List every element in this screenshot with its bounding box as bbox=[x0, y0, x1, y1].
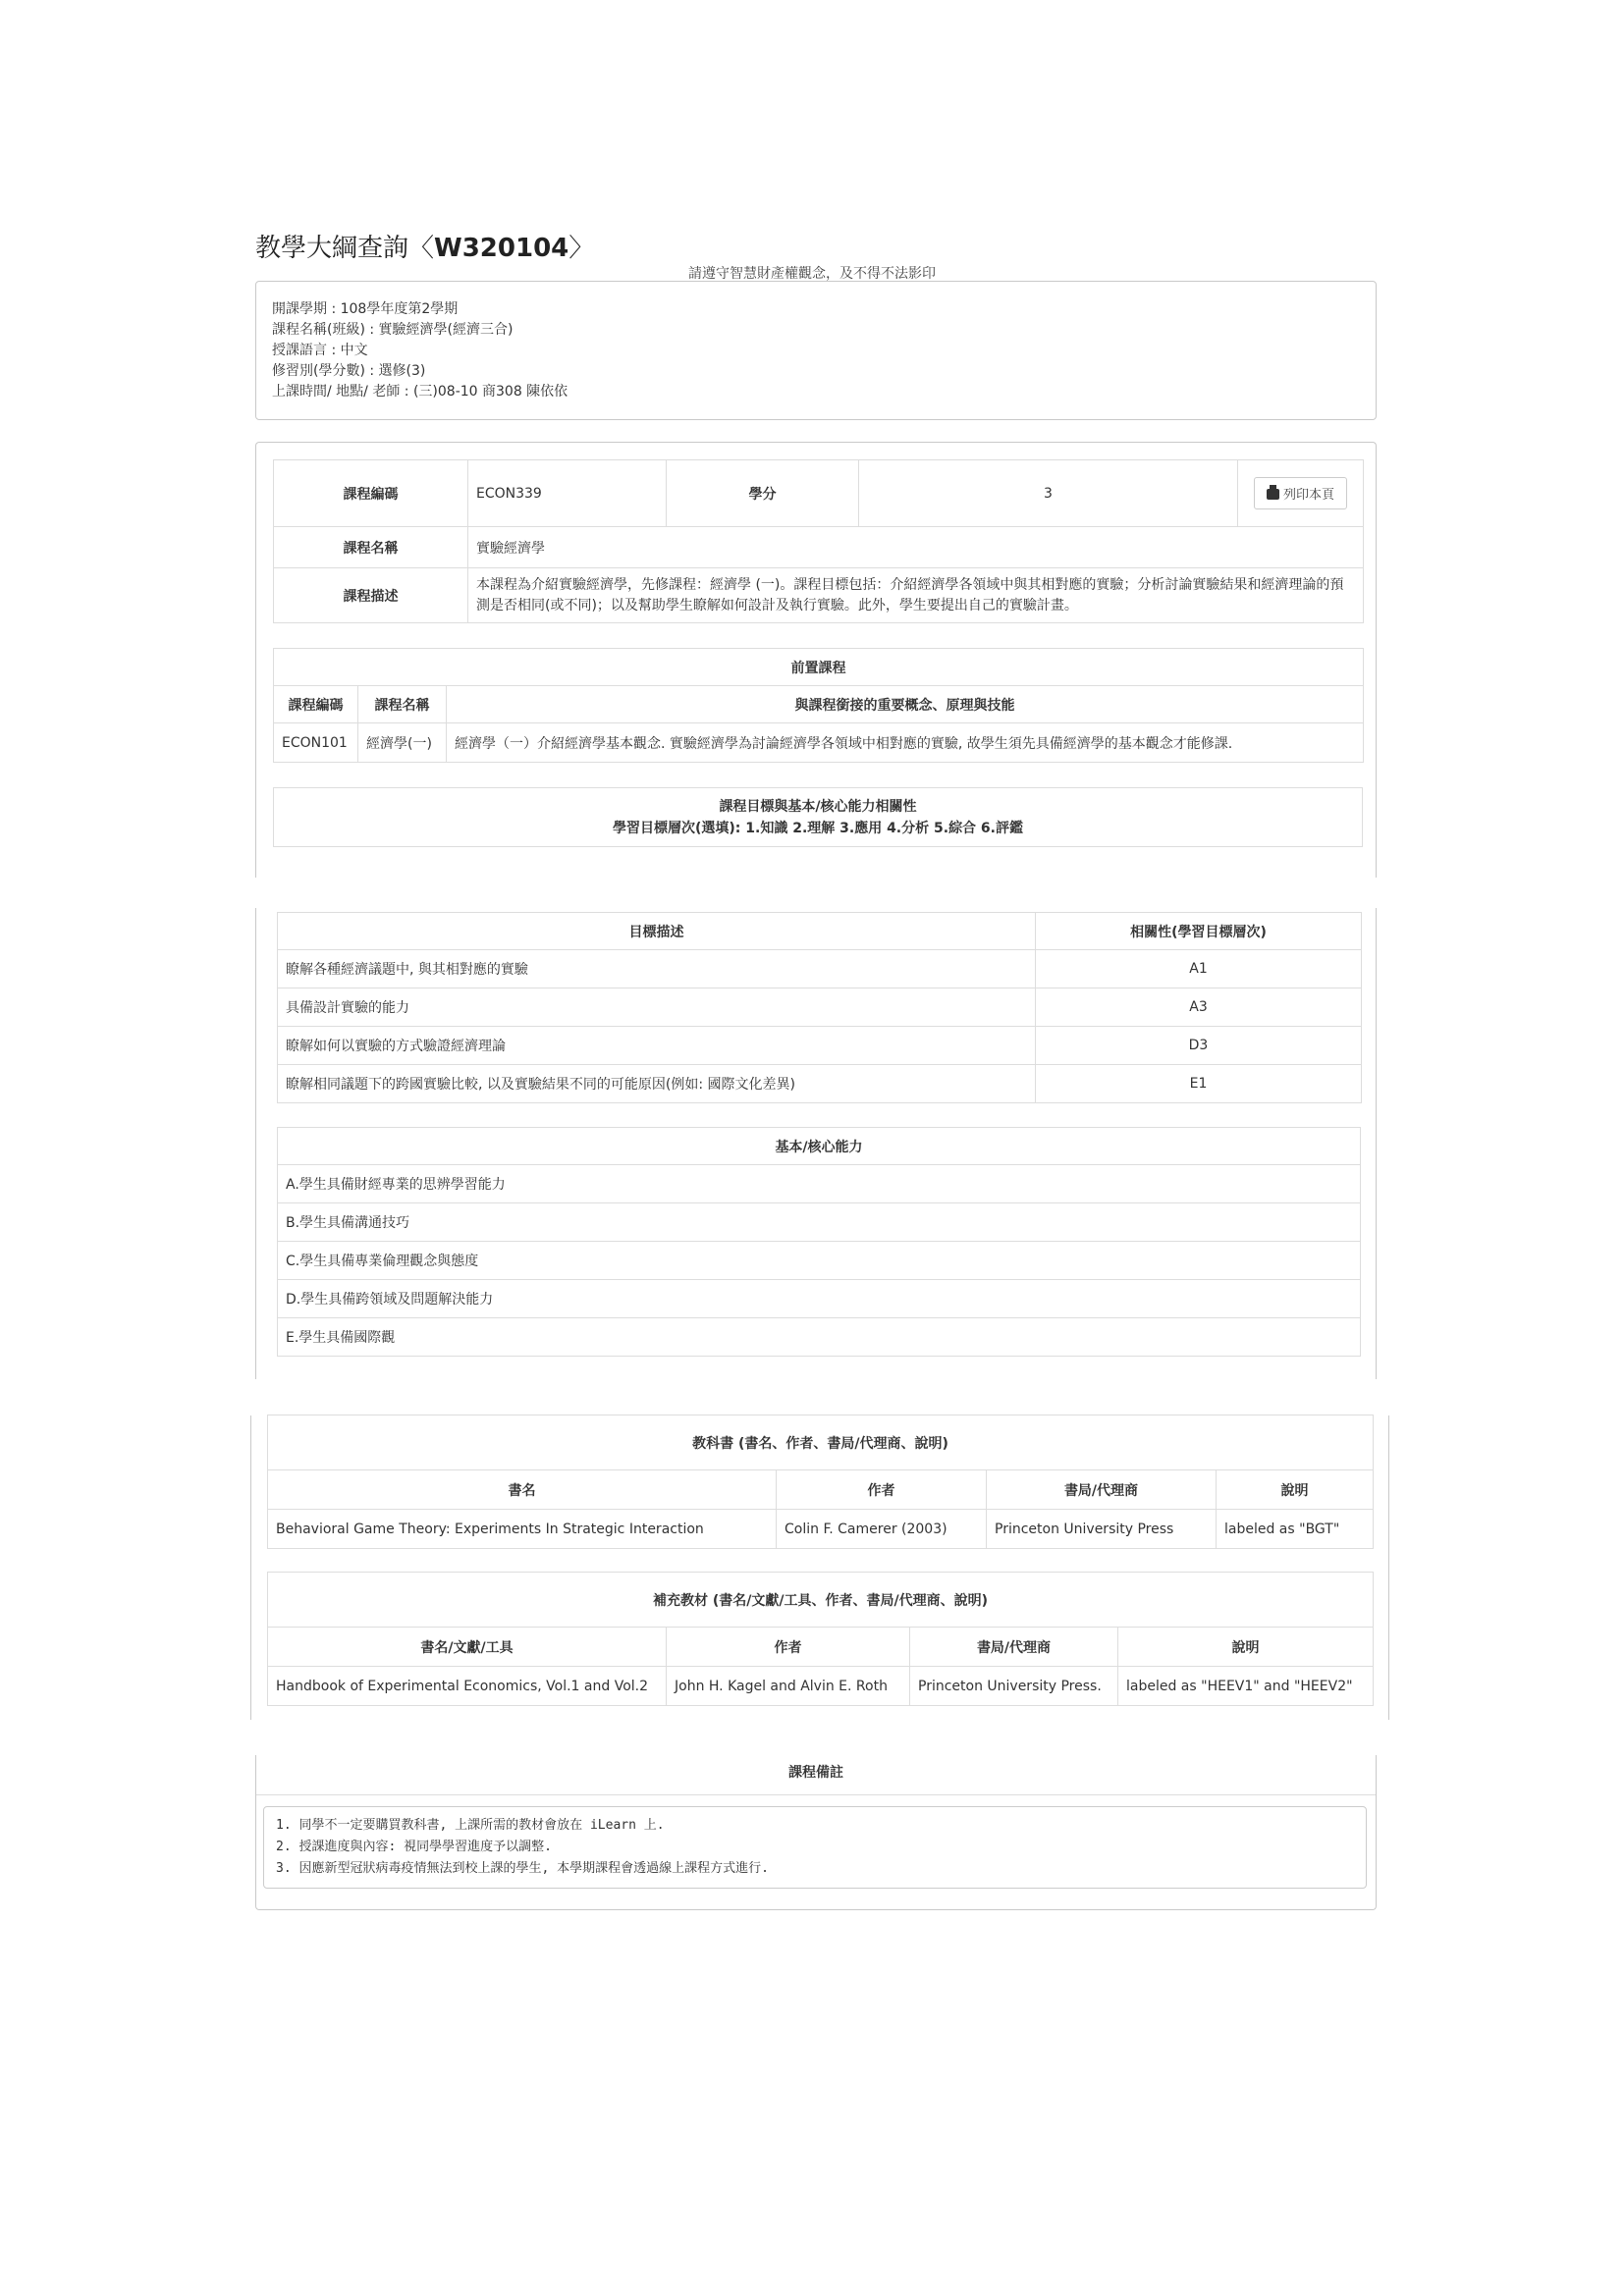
objectives-header bbox=[274, 788, 1363, 847]
page-title: 教學大綱查詢〈W320104〉 bbox=[255, 234, 595, 263]
textbook-name: Behavioral Game Theory: Experiments In Strategic Interaction bbox=[268, 1510, 777, 1549]
textbook-header-author: 作者 bbox=[777, 1470, 987, 1510]
table-row bbox=[274, 723, 1364, 763]
textbook-header-note: 說明 bbox=[1217, 1470, 1374, 1510]
supplementary-table bbox=[267, 1572, 1374, 1706]
remark-line: 1. 同學不一定要購買教科書, 上課所需的教材會放在 iLearn 上. bbox=[276, 1818, 665, 1833]
remarks-box bbox=[263, 1806, 1367, 1889]
prereq-code: ECON101 bbox=[274, 723, 358, 763]
objectives-table bbox=[277, 912, 1362, 1103]
list-item bbox=[278, 1242, 1361, 1280]
print-cell bbox=[1238, 460, 1364, 527]
course-desc-value: 本課程為介紹實驗經濟學，先修課程：經濟學 (一)。課程目標包括：介紹經濟學各領域中與其相對應的實驗；分析討論實驗結果和經濟理論的預測是否相同(或不同)；以及幫助學生瞭解如何設計及執行實驗。此外，學生要提出自己的實驗計畫。 bbox=[468, 568, 1364, 623]
course-code: W320104 bbox=[434, 234, 569, 263]
list-item bbox=[278, 1203, 1361, 1242]
prereq-name: 經濟學(一) bbox=[358, 723, 447, 763]
objective-desc: 具備設計實驗的能力 bbox=[278, 988, 1036, 1027]
objective-desc: 瞭解相同議題下的跨國實驗比較, 以及實驗結果不同的可能原因(例如: 國際文化差異) bbox=[278, 1065, 1036, 1103]
supplementary-publisher: Princeton University Press. bbox=[910, 1667, 1118, 1706]
list-item bbox=[278, 1165, 1361, 1203]
table-row bbox=[278, 988, 1362, 1027]
competency-item: D.學生具備跨領域及問題解決能力 bbox=[278, 1280, 1361, 1318]
table-row bbox=[278, 950, 1362, 988]
competencies-title: 基本/核心能力 bbox=[278, 1128, 1361, 1165]
competency-item: B.學生具備溝通技巧 bbox=[278, 1203, 1361, 1242]
objective-desc: 瞭解各種經濟議題中, 與其相對應的實驗 bbox=[278, 950, 1036, 988]
objectives-header-line2: 學習目標層次(選填): 1.知識 2.理解 3.應用 4.分析 5.綜合 6.評鑑 bbox=[613, 820, 1023, 836]
copyright-notice: 請遵守智慧財產權觀念，及不得不法影印 bbox=[688, 266, 936, 282]
supplementary-header-author: 作者 bbox=[667, 1628, 910, 1667]
remark-line: 2. 授課進度與內容: 視同學學習進度予以調整. bbox=[276, 1840, 552, 1854]
supplementary-title: 補充教材 (書名/文獻/工具、作者、書局/代理商、說明) bbox=[268, 1573, 1374, 1628]
prereq-header-concepts: 與課程銜接的重要概念、原理與技能 bbox=[447, 686, 1364, 723]
supplementary-author: John H. Kagel and Alvin E. Roth bbox=[667, 1667, 910, 1706]
list-item bbox=[278, 1318, 1361, 1357]
course-desc-label: 課程描述 bbox=[274, 568, 468, 623]
course-code-value: ECON339 bbox=[468, 460, 667, 527]
info-semester: 開課學期 : 108學年度第2學期 bbox=[272, 301, 459, 317]
textbook-header-title: 書名 bbox=[268, 1470, 777, 1510]
objective-desc: 瞭解如何以實驗的方式驗證經濟理論 bbox=[278, 1027, 1036, 1065]
print-label: 列印本頁 bbox=[1282, 488, 1334, 503]
objective-level: D3 bbox=[1036, 1027, 1362, 1065]
course-table bbox=[273, 459, 1364, 623]
title-text: 教學大綱查詢 bbox=[255, 234, 409, 263]
remarks-divider bbox=[256, 1794, 1376, 1795]
objective-level: A3 bbox=[1036, 988, 1362, 1027]
info-language: 授課語言 : 中文 bbox=[272, 343, 368, 358]
printer-icon bbox=[1267, 489, 1279, 500]
course-code-label: 課程編碼 bbox=[274, 460, 468, 527]
textbook-author: Colin F. Camerer (2003) bbox=[777, 1510, 987, 1549]
supplementary-header-publisher: 書局/代理商 bbox=[910, 1628, 1118, 1667]
prereq-header-code: 課程編碼 bbox=[274, 686, 358, 723]
table-row bbox=[278, 1065, 1362, 1103]
course-info-panel bbox=[255, 281, 1377, 420]
objectives-header-relevance: 相關性(學習目標層次) bbox=[1036, 913, 1362, 950]
info-schedule: 上課時間/ 地點/ 老師 : (三)08-10 商308 陳依依 bbox=[272, 384, 568, 400]
competency-item: E.學生具備國際觀 bbox=[278, 1318, 1361, 1357]
supplementary-note: labeled as "HEEV1" and "HEEV2" bbox=[1118, 1667, 1374, 1706]
remarks-title: 課程備註 bbox=[788, 1765, 843, 1781]
textbook-table bbox=[267, 1415, 1374, 1549]
competency-item: A.學生具備財經專業的思辨學習能力 bbox=[278, 1165, 1361, 1203]
supplementary-name: Handbook of Experimental Economics, Vol.1 and Vol.2 bbox=[268, 1667, 667, 1706]
table-row bbox=[278, 1027, 1362, 1065]
prereq-header-name: 課程名稱 bbox=[358, 686, 447, 723]
prerequisite-title: 前置課程 bbox=[274, 649, 1364, 686]
competencies-table bbox=[277, 1127, 1361, 1357]
table-row bbox=[268, 1510, 1374, 1549]
prereq-concepts: 經濟學（一）介紹經濟學基本觀念. 實驗經濟學為討論經濟學各領域中相對應的實驗, 故學生須先具備經濟學的基本觀念才能修課. bbox=[447, 723, 1364, 763]
objectives-header-line1: 課程目標與基本/核心能力相關性 bbox=[719, 798, 917, 815]
print-button[interactable] bbox=[1254, 477, 1347, 509]
info-course-name: 課程名稱(班級) : 實驗經濟學(經濟三合) bbox=[272, 322, 514, 338]
objective-level: A1 bbox=[1036, 950, 1362, 988]
textbook-note: labeled as "BGT" bbox=[1217, 1510, 1374, 1549]
supplementary-header-title: 書名/文獻/工具 bbox=[268, 1628, 667, 1667]
competency-item: C.學生具備專業倫理觀念與態度 bbox=[278, 1242, 1361, 1280]
course-name-value: 實驗經濟學 bbox=[468, 527, 1364, 568]
textbook-header-publisher: 書局/代理商 bbox=[987, 1470, 1217, 1510]
objectives-header-desc: 目標描述 bbox=[278, 913, 1036, 950]
credit-value: 3 bbox=[859, 460, 1238, 527]
list-item bbox=[278, 1280, 1361, 1318]
credit-label: 學分 bbox=[667, 460, 859, 527]
objectives-header-table bbox=[273, 787, 1363, 847]
textbook-publisher: Princeton University Press bbox=[987, 1510, 1217, 1549]
supplementary-header-note: 說明 bbox=[1118, 1628, 1374, 1667]
objective-level: E1 bbox=[1036, 1065, 1362, 1103]
info-credit-type: 修習別(學分數) : 選修(3) bbox=[272, 363, 426, 379]
remark-line: 3. 因應新型冠狀病毒疫情無法到校上課的學生, 本學期課程會透過線上課程方式進行. bbox=[276, 1861, 769, 1876]
textbook-title: 教科書 (書名、作者、書局/代理商、說明) bbox=[268, 1415, 1374, 1470]
table-row bbox=[268, 1667, 1374, 1706]
prerequisite-table bbox=[273, 648, 1364, 763]
course-name-label: 課程名稱 bbox=[274, 527, 468, 568]
